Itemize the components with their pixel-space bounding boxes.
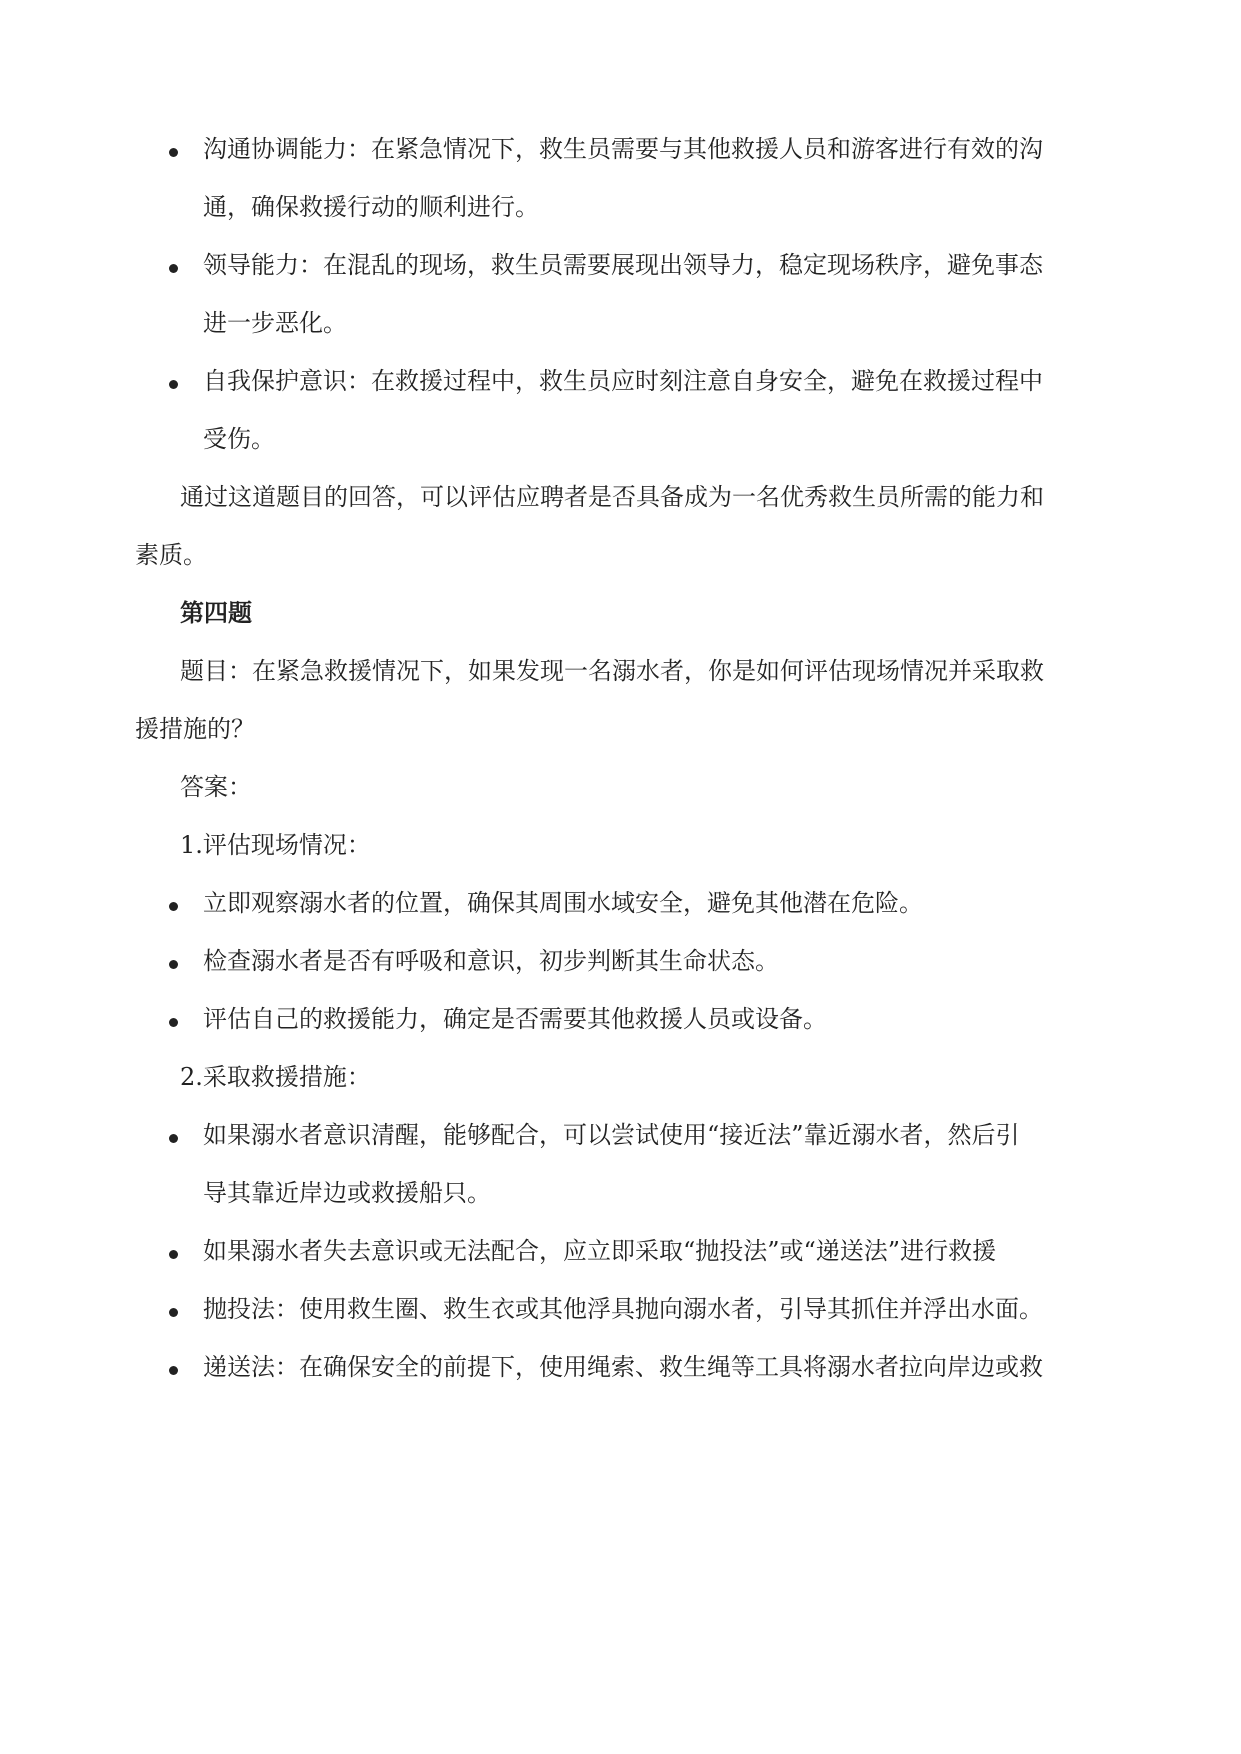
paragraph-line: 援措施的？ (135, 715, 255, 743)
step-title: 2.采取救援措施： (180, 1063, 371, 1091)
bullet-icon (169, 1250, 178, 1259)
bullet-text-line: 自我保护意识：在救援过程中，救生员应时刻注意自身安全，避免在救援过程中 (203, 367, 1043, 395)
bullet-text-line: 受伤。 (203, 425, 275, 453)
bullet-text-line: 进一步恶化。 (203, 309, 347, 337)
bullet-text-line: 领导能力：在混乱的现场，救生员需要展现出领导力，稳定现场秩序，避免事态 (203, 251, 1043, 279)
bullet-text-line: 评估自己的救援能力，确定是否需要其他救援人员或设备。 (203, 1005, 827, 1033)
bullet-icon (169, 1366, 178, 1375)
bullet-icon (169, 1134, 178, 1143)
bullet-icon (169, 960, 178, 969)
paragraph-line: 素质。 (135, 541, 207, 569)
paragraph-line: 题目：在紧急救援情况下，如果发现一名溺水者，你是如何评估现场情况并采取救 (180, 657, 1044, 685)
bullet-text-line: 立即观察溺水者的位置，确保其周围水域安全，避免其他潜在危险。 (203, 889, 923, 917)
bullet-text-line: 导其靠近岸边或救援船只。 (203, 1179, 491, 1207)
bullet-text-line: 沟通协调能力：在紧急情况下，救生员需要与其他救援人员和游客进行有效的沟 (203, 135, 1043, 163)
bullet-icon (169, 1308, 178, 1317)
bullet-icon (169, 380, 178, 389)
step-title: 1.评估现场情况： (180, 831, 371, 859)
paragraph-line: 通过这道题目的回答，可以评估应聘者是否具备成为一名优秀救生员所需的能力和 (180, 483, 1044, 511)
bullet-icon (169, 902, 178, 911)
bullet-icon (169, 1018, 178, 1027)
answer-label: 答案： (180, 773, 252, 801)
bullet-text-line: 抛投法：使用救生圈、救生衣或其他浮具抛向溺水者，引导其抓住并浮出水面。 (203, 1295, 1043, 1323)
bullet-icon (169, 264, 178, 273)
bullet-text-line: 检查溺水者是否有呼吸和意识，初步判断其生命状态。 (203, 947, 779, 975)
bullet-text-line: 如果溺水者失去意识或无法配合，应立即采取“抛投法”或“递送法”进行救援 (203, 1237, 997, 1265)
section-title: 第四题 (180, 599, 252, 627)
bullet-text-line: 通，确保救援行动的顺利进行。 (203, 193, 539, 221)
bullet-icon (169, 148, 178, 157)
bullet-text-line: 递送法：在确保安全的前提下，使用绳索、救生绳等工具将溺水者拉向岸边或救 (203, 1353, 1043, 1381)
bullet-text-line: 如果溺水者意识清醒，能够配合，可以尝试使用“接近法”靠近溺水者，然后引 (203, 1121, 1020, 1149)
